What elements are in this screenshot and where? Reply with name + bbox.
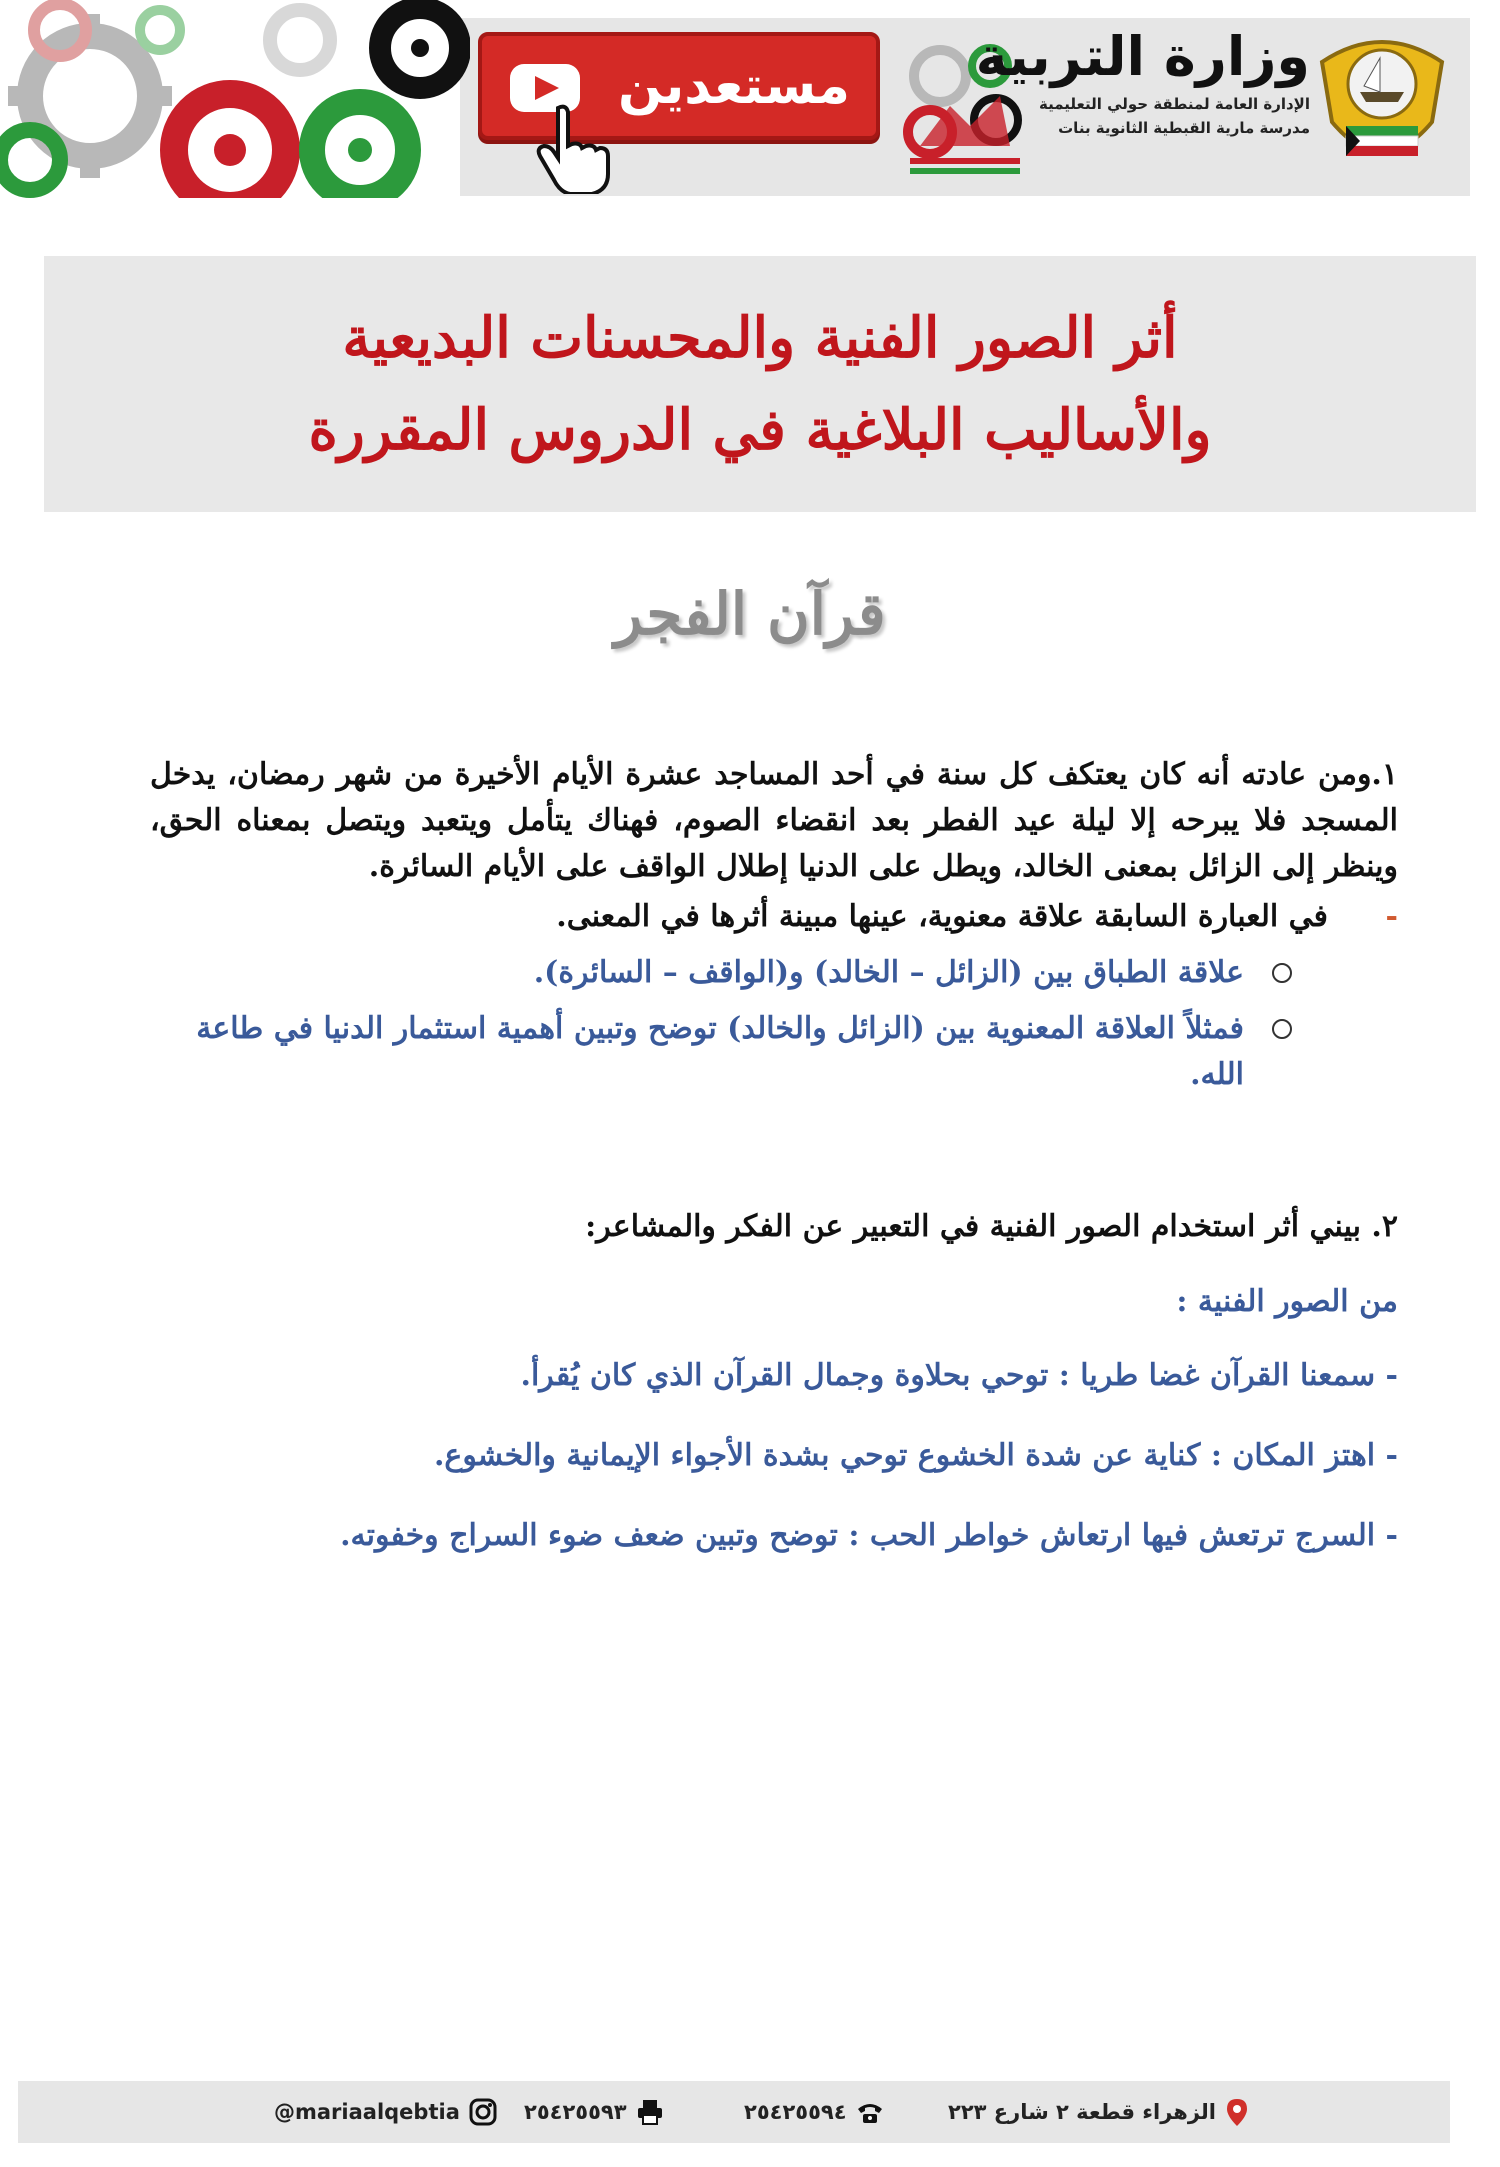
lesson-title: قرآن الفجر (614, 580, 886, 648)
question-1-answer-1: علاقة الطباق بين (الزائل – الخالد) و(الواقف – السائرة). (533, 955, 1244, 990)
instagram-icon (468, 2097, 498, 2127)
question-2-answer-1: - سمعنا القرآن غضا طريا : توحي بحلاوة وجمال القرآن الذي كان يُقرأ. (520, 1358, 1398, 1393)
footer-bar (18, 2081, 1450, 2143)
answer-bullet (150, 950, 1398, 996)
ministry-block (975, 22, 1310, 182)
title-line-2: والأساليب البلاغية في الدروس المقررة (308, 397, 1212, 463)
footer-fax (524, 2081, 665, 2143)
address-text: الزهراء قطعة ٢ شارع ٢٢٣ (948, 2100, 1216, 2124)
phone-icon (855, 2097, 885, 2127)
question-2-answer-2: - اهتز المكان : كناية عن شدة الخشوع توحي بشدة الأجواء الإيمانية والخشوع. (433, 1438, 1398, 1473)
circle-bullet-icon (1272, 1019, 1292, 1039)
question-2-answer-heading: من الصور الفنية : (1176, 1284, 1398, 1319)
footer-address (948, 2081, 1252, 2143)
question-2-answer-3: - السرج ترتعش فيها ارتعاش خواطر الحب : توضح وتبين ضعف ضوء السراج وخفوته. (340, 1518, 1398, 1553)
gear-icon-light (270, 10, 330, 70)
footer-phone (744, 2081, 885, 2143)
hand-cursor-icon (536, 102, 616, 194)
location-pin-icon (1222, 2097, 1252, 2127)
fax-number: ٢٥٤٢٥٥٩٣ (524, 2100, 627, 2124)
circle-bullet-icon (1272, 963, 1292, 983)
question-2-text: ٢. بيني أثر استخدام الصور الفنية في التعبير عن الفكر والمشاعر: (585, 1209, 1398, 1244)
dash-marker: - (1385, 899, 1398, 934)
document-body (150, 752, 1398, 1559)
question-1-prompt-row (150, 894, 1398, 940)
question-1-answer-2: فمثلاً العلاقة المعنوية بين (الزائل والخالد) توضح وتبين أهمية استثمار الدنيا في طاعة الله. (196, 1011, 1244, 1092)
school-name: مدرسة مارية القبطية الثانوية بنات (1058, 119, 1310, 137)
kuwait-emblem-icon (1312, 22, 1452, 182)
answer-bullet (150, 1006, 1398, 1098)
question-1-prompt: في العبارة السابقة علاقة معنوية، عينها مبينة أثرها في المعنى. (556, 899, 1328, 934)
footer-instagram[interactable] (274, 2081, 498, 2143)
document-title-box (44, 256, 1476, 512)
fax-icon (635, 2097, 665, 2127)
gears-decoration (0, 0, 470, 198)
instagram-handle: @mariaalqebtia (274, 2100, 460, 2124)
directorate-name: الإدارة العامة لمنطقة حولي التعليمية (1038, 95, 1310, 113)
header-banner (0, 0, 1470, 198)
question-1-text: ١.ومن عادته أنه كان يعتكف كل سنة في أحد المساجد عشرة الأيام الأخيرة من شهر رمضان، يدخل المسجد فلا يبرحه إلا ليلة عيد الفطر بعد انقضاء الصوم، فهناك يتأمل ويتعبد ويتصل بمعناه الحق، وينظر إلى الزائل بمعنى الخالد، ويطل على الدنيا إطلال الواقف على الأيام السائرة. (150, 757, 1398, 884)
youtube-button-label: مستعدين (617, 56, 850, 116)
ministry-title: وزارة التربية (975, 25, 1310, 88)
title-line-1: أثر الصور الفنية والمحسنات البديعية (342, 305, 1178, 371)
phone-number: ٢٥٤٢٥٥٩٤ (744, 2100, 847, 2124)
